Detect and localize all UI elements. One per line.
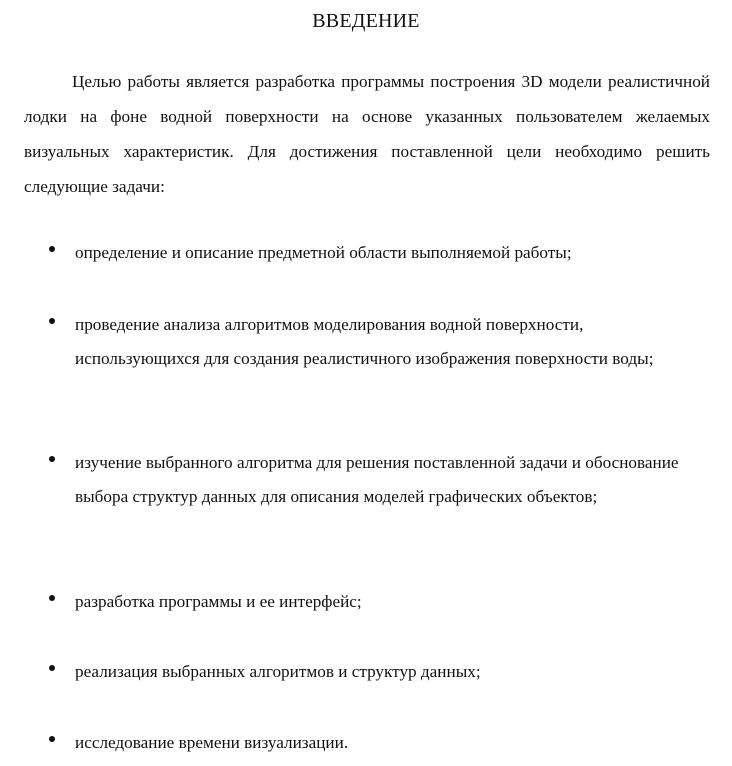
task-text: определение и описание предметной области выполняемой работы; — [75, 243, 572, 262]
task-text: исследование времени визуализации. — [75, 733, 349, 752]
section-heading: ВВЕДЕНИЕ — [312, 10, 420, 32]
bullet-icon — [49, 318, 55, 324]
bullet-icon — [49, 595, 55, 601]
bullet-icon — [49, 736, 55, 742]
bullet-icon — [49, 456, 55, 462]
task-text: проведение анализа алгоритмов моделирования водной поверхности, использующихся для создания реалистичного изображения поверхности воды; — [75, 315, 654, 368]
bullet-icon — [49, 665, 55, 671]
task-text: изучение выбранного алгоритма для решения поставленной задачи и обоснование выбора структур данных для описания моделей графических объектов; — [75, 453, 679, 506]
task-text: реализация выбранных алгоритмов и структур данных; — [75, 662, 481, 681]
task-text: разработка программы и ее интерфейс; — [75, 592, 362, 611]
bullet-icon — [49, 246, 55, 252]
intro-paragraph: Целью работы является разработка программы построения 3D модели реалистичной лодки на фоне водной поверхности на основе указанных пользователем желаемых визуальных характеристик. Для достижения поставленной цели необходимо решить следующие задачи: — [24, 72, 710, 196]
